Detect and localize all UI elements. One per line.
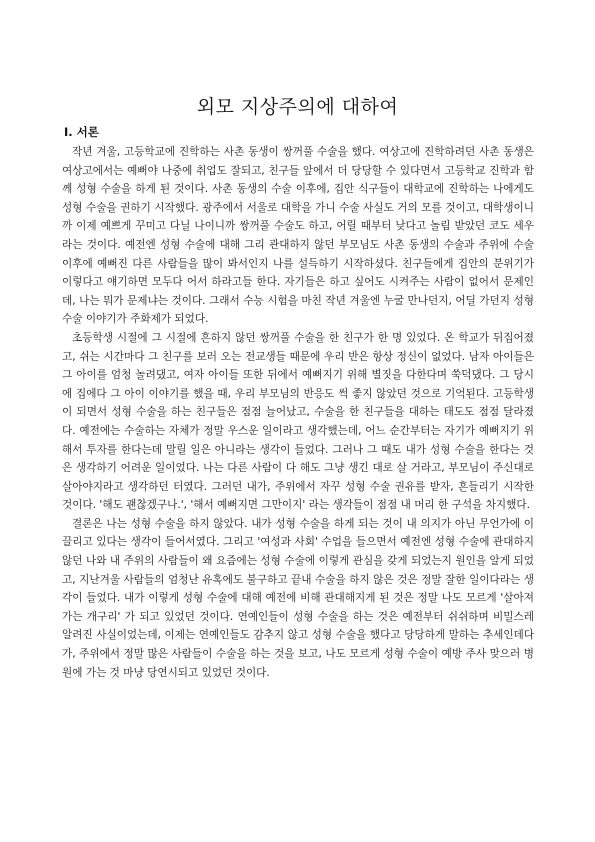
- section-heading: Ⅰ. 서론: [64, 125, 99, 139]
- document-body: [62, 143, 534, 682]
- paragraph: 작년 겨울, 고등학교에 진학하는 사촌 동생이 쌍꺼풀 수술을 했다. 여상고에 진학하려던 사촌 동생은 여상고에서는 예뻐야 나중에 취업도 잘되고, 친구들 앞에서 더 당당할 수 있다면서 고등학교 진학과 함께 성형 수술을 하게 된 것이다. 사촌 동생의 수술 이후에, 집안 식구들이 대학교에 진학하는 나에게도 성형 수술을 권하기 시작했다. 광주에서 서울로 대학을 가니 수술 사실도 거의 모를 것이고, 대학생이니까 이제 예쁘게 꾸미고 다닐 나이니까 쌍꺼풀 수술도 하고, 어릴 때부터 낮다고 놀림 받았던 코도 세우라는 것이다. 예전엔 성형 수술에 대해 그리 관대하지 않던 부모님도 사촌 동생의 수술과 주위에 수술 이후에 예뻐진 다른 사람들을 많이 봐서인지 나를 설득하기 시작하셨다. 친구들에게 집안의 분위기가 이렇다고 얘기하면 모두다 어서 하라고들 한다. 자기들은 하고 싶어도 시켜주는 사람이 없어서 문제인데, 나는 뭐가 문제냐는 것이다. 그래서 수능 시험을 마친 작년 겨울엔 누굴 만나던지, 어딜 가던지 성형 수술 이야기가 주화제가 되었다.: [62, 146, 534, 326]
- paragraph: 결론은 나는 성형 수술을 하지 않았다. 내가 성형 수술을 하게 되는 것이 내 의지가 아닌 무언가에 이끌리고 있다는 생각이 들어서였다. 그리고 '여성과 사회' 수업을 들으면서 예전엔 성형 수술에 관대하지 않던 나와 내 주위의 사람들이 왜 요즘에는 성형 수술에 이렇게 관심을 갖게 되었는지 원인을 알게 되었고, 지난겨울 사람들의 엄청난 유혹에도 불구하고 끝내 수술을 하지 않은 것은 정말 잘한 일이다라는 생각이 들었다. 내가 이렇게 성형 수술에 대해 예전에 비해 관대해지게 된 것은 정말 나도 모르게 '살아져가는 개구리' 가 되고 있었던 것이다. 연예인들이 성형 수술을 하는 것은 예전부터 쉬쉬하며 비밀스레 알려진 사실이었는데, 이제는 연예인들도 감추지 않고 성형 수술을 했다고 당당하게 말하는 추세인데다가, 주위에서 정말 많은 사람들이 수술을 하는 것을 보고, 나도 모르게 성형 수술이 예방 주사 맞으러 병원에 가는 것 마냥 당연시되고 있었던 것이다.: [62, 517, 534, 679]
- paragraph: 초등학생 시절에 그 시절에 흔하지 않던 쌍꺼풀 수술을 한 친구가 한 명 있었다. 온 학교가 뒤집어졌고, 쉬는 시간마다 그 친구를 보러 오는 전교생들 때문에 우리 반은 항상 정신이 없었다. 남자 아이들은 그 아이를 엄청 놀려댔고, 여자 아이들 또한 뒤에서 예뻐지기 위해 별짓을 다한다며 쑥덕댔다. 그 당시에 집에다 그 아이 이야기를 했을 때, 우리 부모님의 반응도 썩 좋지 않았던 것으로 기억된다. 고등학생이 되면서 성형 수술을 하는 친구들은 점점 늘어났고, 수술을 한 친구들을 대하는 태도도 점점 달라졌다. 예전에는 수술하는 자체가 정말 우스운 일이라고 생각했는데, 어느 순간부터는 자기가 예뻐지기 위해서 투자를 한다는데 말릴 일은 아니라는 생각이 들었다. 그러나 그 때도 내가 성형 수술을 한다는 것은 생각하기 어려운 일이었다. 나는 다른 사람이 다 해도 그냥 생긴 대로 살 거라고, 부모님이 주신대로 살아야지라고 생각하던 터였다. 그러던 내가, 주위에서 자꾸 성형 수술 권유를 받자, 흔들리기 시작한 것이다. '해도 괜찮겠구나.', '해서 예뻐지면 그만이지' 라는 생각들이 점점 내 머리 한 구석을 차지했다.: [62, 331, 534, 512]
- document-title: 외모 지상주의에 대하여: [196, 96, 399, 118]
